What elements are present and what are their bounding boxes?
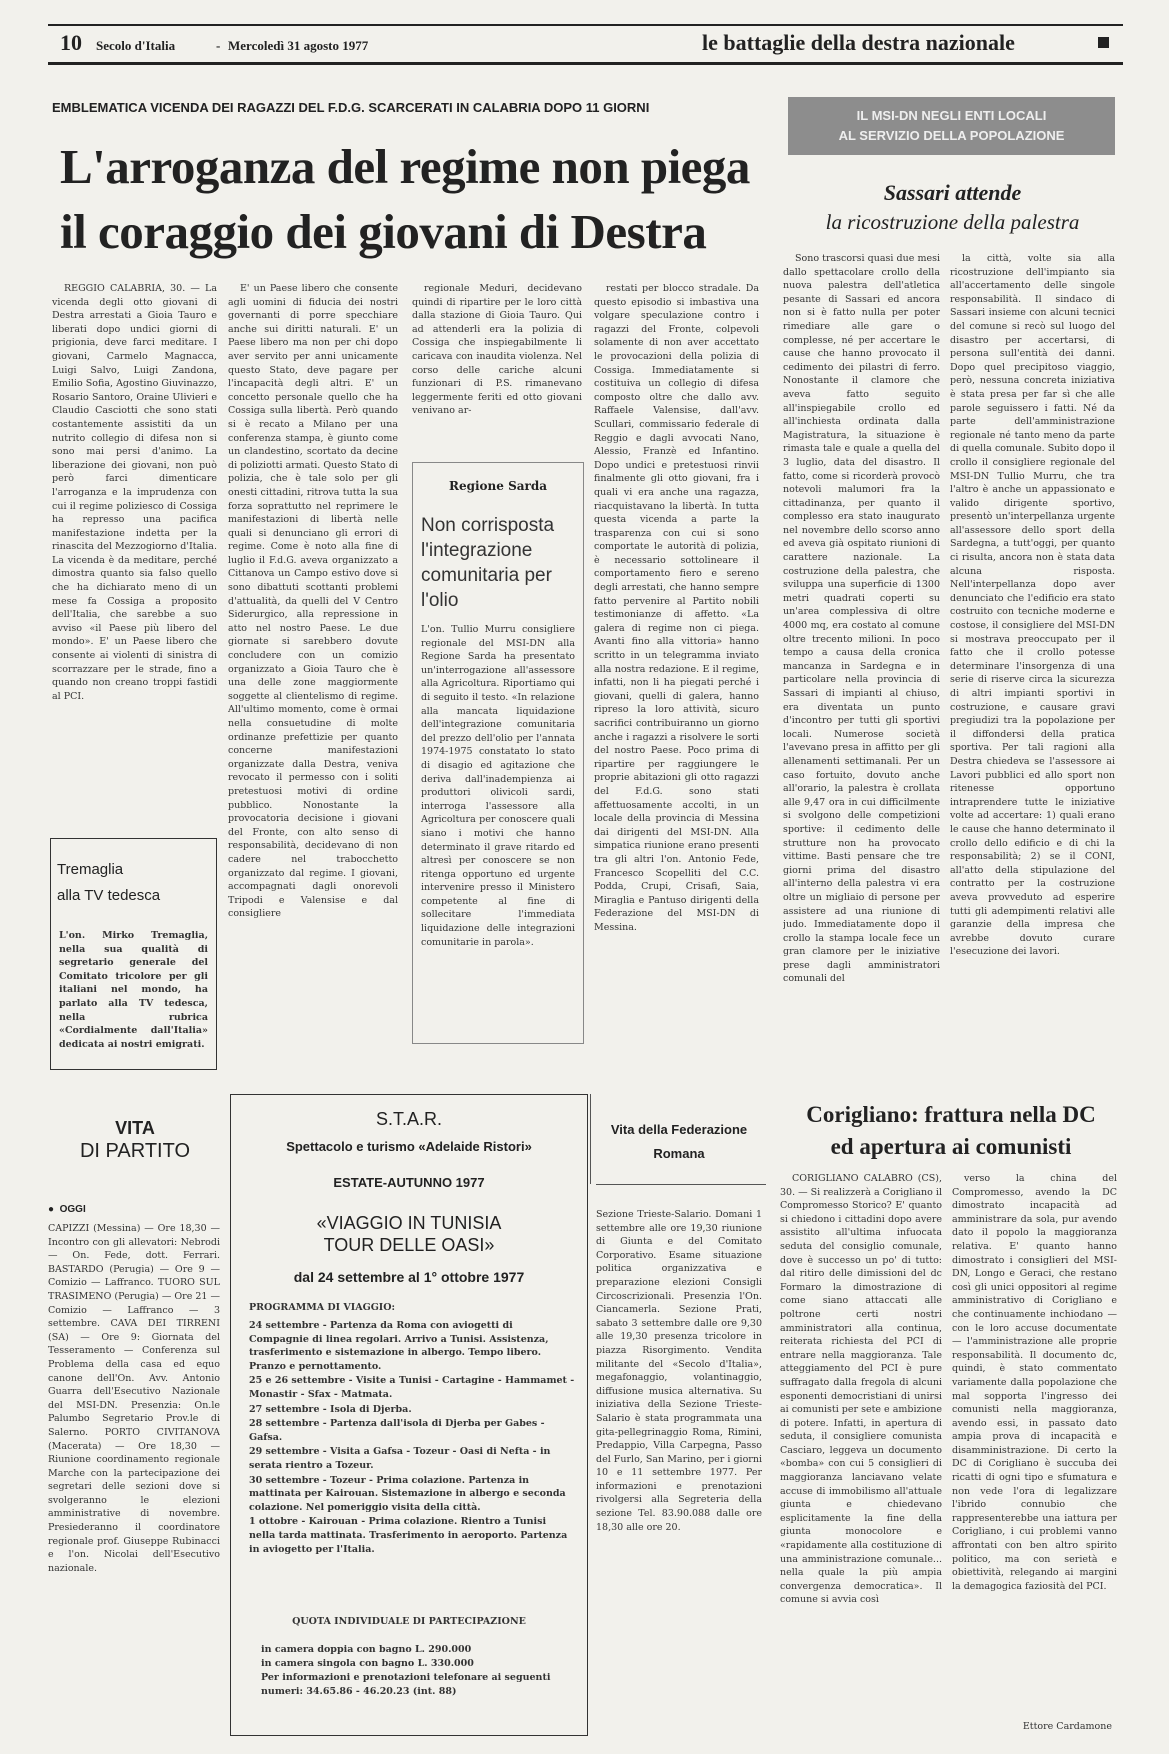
main-headline-line2: il coraggio dei giovani di Destra xyxy=(60,204,707,259)
corigliano-signature: Ettore Cardamone xyxy=(1022,1721,1112,1732)
program-item: 25 e 26 settembre - Visite a Tunisi - Cartagine - Hammamet - Monastir - Sfax - Matmata. xyxy=(249,1375,575,1400)
star-dates: dal 24 settembre al 1° ottobre 1977 xyxy=(293,1269,525,1285)
main-article-column-1 xyxy=(52,282,217,826)
star-trip-line1: «VIAGGIO IN TUNISIA xyxy=(316,1213,502,1233)
star-quota-label: QUOTA INDIVIDUALE DI PARTECIPAZIONE xyxy=(292,1616,526,1627)
federazione-body: Sezione Trieste-Salario. Domani 1 settembre alle ore 19,30 riunione di Giunta e del Comitato Corporativo. Esame situazione politica organizzativa e preparazione elezioni Consigli Circoscrizionali. Presenzia l'On. Ciancamerla. Sezione Prati, sabato 3 settembre dalle ore 9,30 alle 19,30 presenza tricolore in piazza Risorgimento. Vendita militante del «Secolo d'Italia», megafonaggio, volantinaggio, diffusione musica alternativa. Su iniziativa della Sezione Trieste-Salario è stata programmata una gita-pellegrinaggio Roma, Rimini, Predappio, Villa Carpegna, Passo del Furlo, San Marino, per i giorni 10 e 11 settembre 1977. Per informazioni e prenotazioni rivolgersi alla Segreteria della sezione Tel. 83.90.088 dalle ore 18,30 alle ore 20. xyxy=(596,1209,762,1533)
corigliano-headline-line2: ed apertura ai comunisti xyxy=(830,1134,1072,1159)
star-subtitle: Spettacolo e turismo «Adelaide Ristori» xyxy=(286,1139,532,1154)
sassari-headline-line1: Sassari attende xyxy=(883,180,1022,205)
newspaper-name: Secolo d'Italia xyxy=(96,38,176,53)
program-item: 28 settembre - Partenza dall'isola di Djerba per Gabes - Gafsa. xyxy=(249,1418,545,1443)
sassari-column-2 xyxy=(950,252,1115,1074)
sassari-headline-line2: la ricostruzione della palestra xyxy=(825,210,1080,234)
bullet-icon: ● xyxy=(48,1204,55,1215)
corigliano-column-1 xyxy=(780,1172,942,1732)
vita-partito-title-line2: DI PARTITO xyxy=(79,1140,191,1162)
regione-sarda-headline: Non corrisposta l'integrazione comunitaria per l'olio xyxy=(421,515,555,611)
corigliano-headline-line1: Corigliano: frattura nella DC xyxy=(806,1102,1096,1127)
enti-locali-banner-line2: AL SERVIZIO DELLA POPOLAZIONE xyxy=(838,128,1065,143)
tremaglia-box xyxy=(50,838,217,1070)
corigliano-column-1-text: CORIGLIANO CALABRO (CS), 30. — Si realizzerà a Corigliano il Compromesso Storico? E' quanto si chiedono i cittadini dopo avere assistito all'ultima infuocata seduta del consiglio comunale, dove è successo un po' di tutto: dal ritiro delle dimissioni del dc Formaro la dimostrazione di come siano attaccati alle poltrone certi nostri amministratori alla continua, reiterata richiesta del PCI di entrare nella maggioranza. Tale atteggiamento del PCI è pure suffragato dalla fregola di alcuni esponenti democristiani di unirsi ai comunisti per sete e ambizione di potere. Infatti, in apertura di seduta, il consigliere comunista Casciaro, leggeva un documento «bomba» con cui 5 consiglieri di maggioranza lanciavano velate accuse di immobilismo all'attuale giunta e chiedevano esplicitamente la fine della giunta monocolore e «rapidamente alla costituzione di una amministrazione comunale... nella quale la più ampia convergenza democratica». Il comune si avvia così xyxy=(780,1173,942,1606)
masthead-top-rule xyxy=(48,24,1123,26)
federazione-title-line2: Romana xyxy=(653,1146,705,1161)
main-article-column-3 xyxy=(412,282,582,458)
masthead-separator: - xyxy=(216,38,221,53)
sassari-column-1-text: Sono trascorsi quasi due mesi dallo spettacolare crollo della nuova palestra dell'atletica pesante di Sassari ed ancora non si è fatto nulla per poter rimediare alle gare o complesse, né per accertare le cause che hanno provocato il cedimento dei pilastri di ferro. Nonostante il clamore che aveva fatto seguito all'inspiegabile crollo ed all'inchiesta ordinata dalla Magistratura, la situazione è rimasta tale e quale a quella del 3 luglio, data del disastro. Il fatto, come si ricorderà provocò notevoli malumori fra la cittadinanza, per quanto il complesso era stato inaugurato nel novembre dello scorso anno ed aveva già ospitato riunioni di carattere nazionale. La costruzione della palestra, che sviluppa una superficie di 1300 metri quadrati coperti su un'area complessiva di oltre 4000 mq, era costato al comune oltre trecento milioni. In poco tempo a causa della cronica mancanza in Sardegna e in particolare nella provincia di Sassari di impianti al chiuso, era diventata un punto d'incontro per tutti gli sportivi locali. Numerose società l'avevano presa in affitto per gli allenamenti settimanali. Per un caso fortuito, dovuto anche all'orario, la palestra è crollata alle 9,47 ora in cui difficilmente si svolgono delle competizioni sportive: il cedimento delle strutture non ha provocato vittime. Basti pensare che tre giorni prima del disastro all'interno della palestra vi era oltre un migliaio di persone per assistere ad una riunione di judo. Immediatamente dopo il crollo la stampa locale fece un gran clamore per le iniziative prese dagli amministratori comunali del xyxy=(783,253,940,985)
tremaglia-headline-line2: alla TV tedesca xyxy=(57,887,161,904)
main-column-3-text: regionale Meduri, decidevano quindi di ripartire per le loro città dalla stazione di Gioia Tauro. Qui ad attenderli era la polizia di Cossiga che inspiegabilmente li caricava con inaudita violenza. Nel corso delle cariche alcuni funzionari di P.S. rimanevano leggermente feriti ed otto giovani venivano ar- xyxy=(412,283,582,417)
enti-locali-banner xyxy=(788,97,1115,155)
corigliano-column-2-text: verso la china del Compromesso, avendo la DC dimostrato incapacità ad amministrare da sola, pur avendo dato il popolo la maggioranza relativa. E' quanto hanno dimostrato i consiglieri del MSI-DN, Longo e Geraci, che restano così gli unici oppositori al regime amministrativo di Corigliano e che continuamente inchiodano — con le loro accuse documentate — l'amministrazione alle proprie responsabilità. Il documento dc, quindi, è stato commentato variamente dalla popolazione che mal sopporta l'ingresso dei comunisti nella maggioranza, avendo essi, in passato dato ampia prova di incapacità e disamministrazione. Di certo la DC di Corigliano è succuba dei ricatti di ogni tipo e sfumatura e non vede l'ora di legalizzare l'ibrido connubio che rappresenterebbe una iattura per Corigliano, i cui problemi vanno affrontati con ben altro spirito politico, ma con serietà e obiettività, relegando ai margini la demagogica faziosità del PCI. xyxy=(952,1173,1117,1592)
tremaglia-body: L'on. Mirko Tremaglia, nella sua qualità di segretario generale del Comitato tricolore per gli italiani nel mondo, ha parlato alla TV tedesca, nella rubrica «Cordialmente dall'Italia» dedicata ai nostri emigrati. xyxy=(59,930,208,1050)
federazione-title-rule xyxy=(596,1184,766,1185)
issue-date: Mercoledì 31 agosto 1977 xyxy=(228,38,369,53)
tremaglia-headline-line1: Tremaglia xyxy=(57,861,124,878)
corigliano-column-2 xyxy=(952,1172,1117,1717)
section-marker-icon xyxy=(1098,37,1109,48)
masthead xyxy=(0,0,1169,80)
vita-partito-title-line1: VITA xyxy=(115,1118,155,1138)
sassari-column-1 xyxy=(783,252,940,1074)
vita-partito-body: CAPIZZI (Messina) — Ore 18,30 — Incontro con gli allevatori: Nebrodi — On. Fede, dott. Ferrari. BASTARDO (Perugia) — Ore 9 — Comizio — Laffranco. TUORO SUL TRASIMENO (Perugia) — Ore 21 — Comizio — Laffranco — 3 settembre. CAVA DEI TIRRENI (SA) — Ore 9: Giornata del Tesseramento — Conferenza sul Problema della casa ed equo canone dell'On. Avv. Antonio Guarra dell'Esecutivo Nazionale del MSI-DN. Presenzia: On.le Palumbo Segretario Prov.le di Salerno. PORTO CIVITANOVA (Macerata) — Ore 18,30 — Riunione coordinamento regionale Marche con la partecipazione dei segretari delle sezioni dove si svolgeranno le elezioni amministrative di novembre. Presiederanno il coordinatore regionale prof. Giuseppe Rubinacci e l'on. Nicolai dell'Esecutivo nazionale. xyxy=(48,1223,220,1574)
program-item: 27 settembre - Isola di Djerba. xyxy=(249,1403,412,1415)
federazione-rule-left xyxy=(590,1094,591,1184)
star-quota-single: in camera singola con bagno L. 330.000 xyxy=(261,1658,474,1669)
main-column-2-text: E' un Paese libero che consente agli uomini di fiducia dei nostri governanti di porre specchiare anche sui diritti naturali. E' un Paese libero ma non per chi dopo aver servito per anni unicamente questo Stato, deve pagare per l'incapacità degli altri. E' un concetto personale quello che ha Cossiga sulla libertà. Però quando si è recato a Milano per una conferenza stampa, è giunto come un clandestino, scortato da decine di poliziotti armati. Questo Stato di polizia, che è tale solo per gli onesti cittadini, ritrova tutta la sua forza soprattutto nel reprimere le manifestazioni di libertà nelle quali si denunciano gli errori di regime. Come è noto alla fine di luglio il F.d.G. aveva organizzato a Cittanova un Campo estivo dove si sono dibattuti scottanti problemi d'attualità, da quelli del V Centro Siderurgico, alla repressione in atto nel nostro Paese. Le due giornate si sarebbero dovute concludere con un comizio organizzato a Gioia Tauro che è una delle zone maggiormente soggette al clientelismo di regime. All'ultimo momento, come è ormai nella consuetudine di molte ordinanze prefettizie per quanto concerne manifestazioni organizzate dalla Destra, veniva revocato il permesso con i soliti pretestuosi motivi di ordine pubblico. Nonostante la provocatoria decisione i giovani del Fronte, con alto senso di responsabilità, decidevano di non cadere nel trabocchetto organizzato dal regime. I giovani, accompagnati dagli onorevoli Tripodi e Valensise e dal consigliere xyxy=(228,283,398,920)
program-item: 24 settembre - Partenza da Roma con aviogetti di Compagnie di linea regolari. Arrivo a Tunisi. Assistenza, trasferimento e sistemazione in albergo. Tempo libero. Pranzo e pernottamento. xyxy=(249,1320,549,1372)
main-kicker: EMBLEMATICA VICENDA DEI RAGAZZI DEL F.D.G. SCARCERATI IN CALABRIA DOPO 11 GIORNI xyxy=(52,100,650,115)
main-column-1-text: REGGIO CALABRIA, 30. — La vicenda degli otto giovani di Destra arrestati a Gioia Tauro e liberati dopo undici giorni di prigionia, deve farci meditare. I giovani, Carmelo Magnacca, Luigi Salvo, Luigi Zandona, Emilio Sofia, Agostino Giuvinazzo, Rosario Santoro, Oraine Ulivieri e Claudio Casciotti che sono stati costantemente assistiti da un nutrito collegio di difesa non si sono mai persi d'animo. La liberazione dei giovani, non può però farci dimenticare l'arroganza e la imprudenza con cui il regime poliziesco di Cossiga ha represso una pacifica manifestazione indetta per la rinascita del Mezzogiorno d'Italia. La vicenda è da meditare, perché dimostra quanto sia falso quello che ha dichiarato meno di un mese fa Cossiga a proposito dell'Italia, che sarebbe a suo avviso «il Paese più libero del mondo». E' un Paese libero che consente ai violenti di sinistra di scorrazzare per le strade, fino a quando non creano troppi fastidi al PCI. xyxy=(52,283,217,702)
main-headline-line1: L'arroganza del regime non piega xyxy=(60,139,750,194)
masthead-bottom-rule xyxy=(48,62,1123,65)
program-item: 1 ottobre - Kairouan - Prima colazione. Rientro a Tunisi nella tarda mattinata. Trasferimento in aeroporto. Partenza in aviogetto per l'Italia. xyxy=(249,1516,568,1555)
star-program-label: PROGRAMMA DI VIAGGIO: xyxy=(249,1302,396,1313)
section-title: le battaglie della destra nazionale xyxy=(702,30,1015,55)
star-title: S.T.A.R. xyxy=(375,1109,442,1129)
star-trip-line2: TOUR DELLE OASI» xyxy=(323,1235,495,1255)
regione-sarda-box xyxy=(412,462,584,1044)
vita-partito-today-label: OGGI xyxy=(59,1204,86,1215)
vita-partito-today xyxy=(48,1204,86,1215)
star-info: Per informazioni e prenotazioni telefonare ai seguenti numeri: 34.65.86 - 46.20.23 (int. 88) xyxy=(261,1672,551,1697)
regione-sarda-body: L'on. Tullio Murru consigliere regionale del MSI-DN alla Regione Sarda ha presentato un'interrogazione all'assessore alla Agricoltura. Riportiamo qui di seguito il testo. «In relazione alla mancata liquidazione dell'integrazione comunitaria del prezzo dell'olio per l'annata 1974-1975 constatato lo stato di disagio ed agitazione che deriva dall'inadempienza ai produttori olivicoli sardi, interroga l'assessore alla Agricoltura per conoscere quali siano i motivi che hanno determinato il grave ritardo ed altresì per conoscere se non ritenga opportuno ed urgente intervenire presso il Ministero competente al fine di sollecitare l'immediata liquidazione delle integrazioni comunitarie in parola». xyxy=(421,624,575,948)
star-program-list xyxy=(249,1319,575,1609)
page-number: 10 xyxy=(60,30,82,55)
star-season: ESTATE-AUTUNNO 1977 xyxy=(333,1175,485,1190)
main-column-4-text: restati per blocco stradale. Da questo episodio si imbastiva una volgare speculazione contro i ragazzi del Fronte, colpevoli solamente di non aver accettato le provocazioni della polizia di Cossiga. Immediatamente si costituiva un collegio di difesa composto oltre che dallo avv. Raffaele Valensise, dall'avv. Scullari, commissario federale di Reggio e dagli avvocati Nano, Alessio, Franzè ed Infantino. Dopo undici e pretestuosi rinvii finalmente gli otto giovani, fra i quali vi era anche una ragazza, riacquistavano la libertà. In tutta questa vicenda a parte la trasparenza con cui si sono comportate le autorità di polizia, è necessario sottolineare il comportamento fiero e sereno degli arrestati, che hanno sempre fatto pervenire al Partito nobili testimonianze di affetto. «La galera di regime non ci piega. Avanti fino alla vittoria» hanno scritto in un telegramma inviato alla nostra redazione. E il regime, infatti, non li ha piegati perché i giovani, quelli di galera, hanno ripreso la loro attività, sicuro sacrifici contribuiranno un giorno anche i ragazzi a risolvere le sorti del nostro Paese. Poco prima di ripartire per raggiungere le proprie abitazioni gli otto ragazzi del F.d.G. sono stati affettuosamente accolti, in un locale della provincia di Messina dai dirigenti del MSI-DN. Alla simpatica riunione erano presenti tra gli altri l'on. Antonio Fede, Francesco Scopelliti del C.C. Podda, Crupi, Crisafi, Saia, Miraglia e Pantuso dirigenti della Federazione del MSI-DN di Messina. xyxy=(594,283,759,933)
program-item: 29 settembre - Visita a Gafsa - Tozeur - Oasi di Nefta - in serata rientro a Tozeur. xyxy=(249,1446,551,1471)
regione-sarda-label: Regione Sarda xyxy=(448,479,548,493)
sassari-column-2-text: la città, volte sia alla ricostruzione dell'impianto sia all'accertamento delle singole responsabilità. Il sindaco di Sassari insieme con alcuni tecnici del comune si recò sul luogo del disastro per accertarsi, di persona sull'entità dei danni. Dopo quel precipitoso viaggio, però, nessuna concreta iniziativa è stata presa per far sì che alle parole seguissero i fatti. Né da parte dell'amministrazione regionale né tanto meno da parte di quella comunale. Subito dopo il crollo il consigliere regionale del MSI-DN Tullio Murru, che tra l'altro è anche un appassionato e valido dirigente sportivo, presentò un'interpellanza urgente all'assessore dello sport della Sardegna, a tutt'oggi, per quanto ci risulta, ancora non è stata data alcuna risposta. Nell'interpellanza dopo aver denunciato che l'edificio era stato costruito con tecniche moderne e costose, il consigliere del MSI-DN si mostrava preoccupato per il fatto che il crollo potesse determinare l'insorgenza di una serie di riserve circa la sicurezza di altri impianti sportivi in costruzione, e causare gravi pregiudizi tra la popolazione per il diffondersi della pratica sportiva. Per tali ragioni alla Destra chiedeva se l'assessore ai Lavori pubblici ed allo sport non ritenesse opportuno intraprendere tutte le iniziative volte ad accertare: 1) quali erano le cause che hanno determinato il crollo dello edificio e di chi la responsabilità; 2) se il CONI, all'atto della stipulazione del contratto per la costruzione aveva provveduto ad esperire tutti gli adempimenti relativi alle garanzie della impresa che avrebbe dovuto curare l'esecuzione dei lavori. xyxy=(950,253,1115,958)
program-item: 30 settembre - Tozeur - Prima colazione. Partenza in mattinata per Kairouan. Sistemazione in albergo e seconda colazione. Nel pomeriggio visita della città. xyxy=(249,1474,566,1513)
enti-locali-banner-line1: IL MSI-DN NEGLI ENTI LOCALI xyxy=(856,108,1047,123)
federazione-title-line1: Vita della Federazione xyxy=(610,1122,748,1137)
star-ad-box xyxy=(230,1094,588,1736)
star-quota-double: in camera doppia con bagno L. 290.000 xyxy=(261,1644,472,1655)
